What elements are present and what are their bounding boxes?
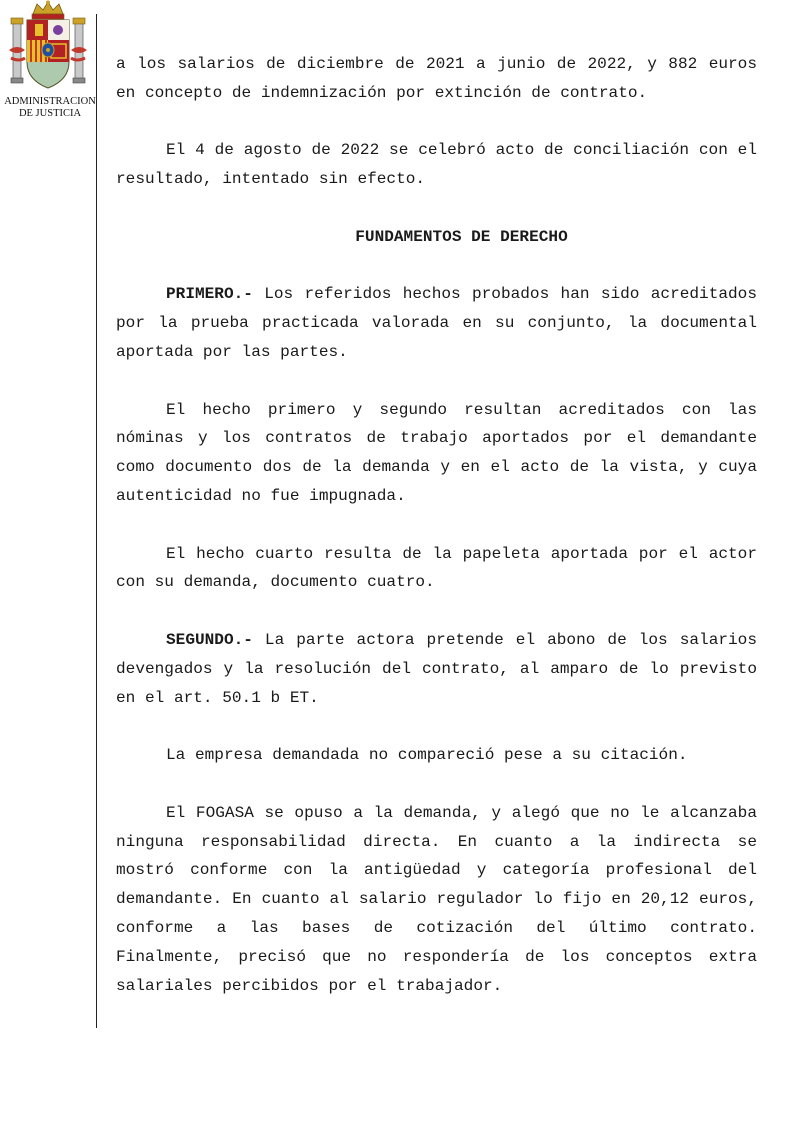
paragraph-salarios: a los salarios de diciembre de 2021 a junio de 2022, y 882 euros en concepto de indemnización por extinción de contrato. — [116, 55, 757, 102]
logo-caption — [4, 96, 96, 120]
coat-of-arms-icon — [9, 0, 87, 94]
paragraph-primero-lead: PRIMERO.- — [166, 285, 253, 304]
logo-caption-line1: ADMINISTRACION — [4, 96, 96, 107]
paragraph-segundo-lead: SEGUNDO.- — [166, 630, 253, 649]
document-body — [116, 50, 757, 1029]
margin-rule — [96, 14, 97, 1028]
paragraph-empresa: La empresa demandada no compareció pese a su citación. — [166, 746, 688, 765]
paragraph-primero-text: Los referidos hechos probados han sido acreditados por la prueba practicada valorada en su conjunto, la documental aportada por las partes. — [116, 285, 757, 361]
paragraph-fogasa: El FOGASA se opuso a la demanda, y alegó que no le alcanzaba ninguna responsabilidad directa. En cuanto a la indirecta se mostró conforme con la antigüedad y categoría profesional del demandante. En cuanto al salario regulador lo fijo en 20,12 euros, conforme a las bases de cotización del último contrato. Finalmente, precisó que no respondería de los conceptos extra salariales percibidos por el trabajador. — [116, 803, 757, 995]
section-heading: FUNDAMENTOS DE DERECHO — [355, 227, 568, 246]
logo-caption-line2: DE JUSTICIA — [18, 108, 82, 119]
paragraph-primero — [116, 280, 757, 366]
paragraph-hecho-primero: El hecho primero y segundo resultan acreditados con las nóminas y los contratos de trabajo aportados por el demandante como documento dos de la demanda y en el acto de la vista, y cuya autenticidad no fue impugnada. — [116, 400, 757, 505]
paragraph-segundo-text: La parte actora pretende el abono de los salarios devengados y la resolución del contrato, al amparo de lo previsto en el art. 50.1 b ET. — [116, 630, 757, 707]
paragraph-hecho-cuarto: El hecho cuarto resulta de la papeleta aportada por el actor con su demanda, documento cuatro. — [116, 544, 757, 592]
paragraph-conciliacion: El 4 de agosto de 2022 se celebró acto de conciliación con el resultado, intentado sin efecto. — [116, 141, 757, 189]
paragraph-segundo — [116, 626, 757, 712]
court-logo — [4, 0, 96, 119]
